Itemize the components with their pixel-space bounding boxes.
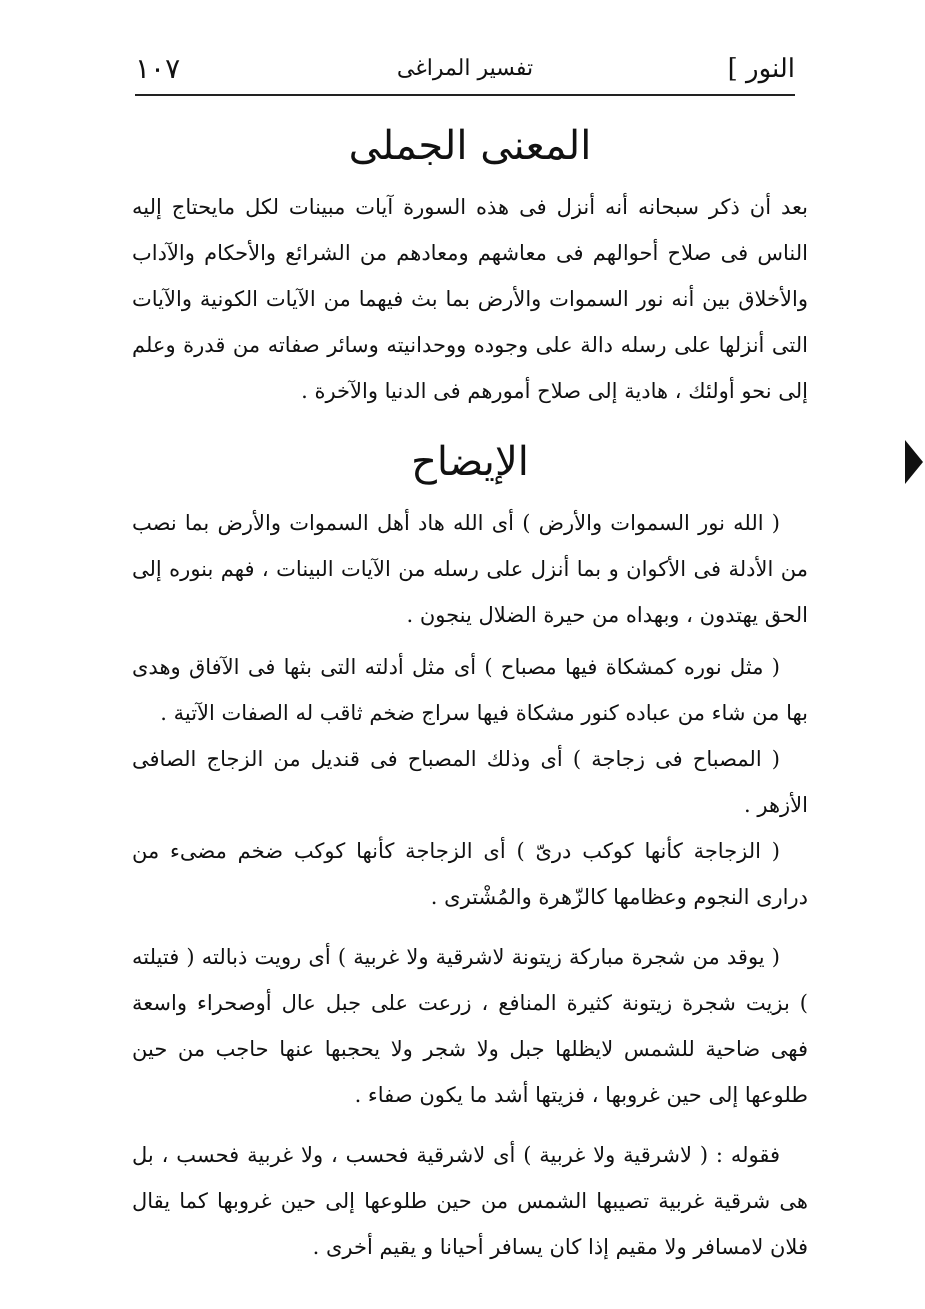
page-edge-marker — [905, 440, 923, 484]
explanation-paragraph: فقوله : ( لاشرقية ولا غربية ) أى لاشرقية فحسب ، ولا غربية فحسب ، بل هى شرقية غربية تصيبها الشمس من حين طلوعها إلى حين غروبها كما يقال فلان لامسافر ولا مقيم إذا كان يسافر أحيانا و يقيم أخرى . — [132, 1143, 808, 1259]
book-title: تفسير المراغى — [396, 56, 534, 81]
general-meaning-paragraph: بعد أن ذكر سبحانه أنه أنزل فى هذه السورة آيات مبينات لكل مايحتاج إليه الناس فى صلاح أحوالهم فى معاشهم ومعادهم من الشرائع والأحكام والآداب والأخلاق بين أنه نور السموات والأرض بما بث فيهما من الآيات الكونية والآيات التى أنزلها على رسله دالة على وجوده ووحدانيته وسائر صفاته من قدرة وعلم إلى نحو أولئك ، هادية إلى صلاح أمورهم فى الدنيا والآخرة . — [132, 195, 808, 403]
explanation-paragraph: ( المصباح فى زجاجة ) أى وذلك المصباح فى قنديل من الزجاج الصافى الأزهر . — [132, 747, 808, 817]
explanation-paragraph: ( الله نور السموات والأرض ) أى الله هاد أهل السموات والأرض بما نصب من الأدلة فى الأكوان و بما أنزل على رسله من الآيات البينات ، فهم بنوره إلى الحق يهتدون ، وبهداه من حيرة الضلال ينجون . — [132, 511, 808, 627]
explanation-paragraph: ( الزجاجة كأنها كوكب درىّ ) أى الزجاجة كأنها كوكب ضخم مضىء من درارى النجوم وعظامها كالزّهرة والمُشْترى . — [132, 839, 808, 909]
surah-name: النور ] — [727, 54, 795, 84]
page-number: ١٠٧ — [135, 52, 181, 85]
explanation-paragraph: ( مثل نوره كمشكاة فيها مصباح ) أى مثل أدلته التى بثها فى الآفاق وهدى بها من شاء من عباده كنور مشكاة فيها سراج ضخم ثاقب له الصفات الآتية . — [132, 655, 808, 725]
heading-explanation: الإيضاح — [411, 439, 529, 485]
header-divider — [135, 94, 795, 96]
heading-general-meaning: المعنى الجملى — [348, 123, 592, 169]
page-content — [132, 112, 808, 1270]
explanation-paragraph: ( يوقد من شجرة مباركة زيتونة لاشرقية ولا غربية ) أى رويت ذبالته ( فتيلته ) بزيت شجرة زيتونة كثيرة المنافع ، زرعت على جبل عال أوصحراء واسعة فهى ضاحية للشمس لايظلها جبل ولا شجر ولا يحجبها عنها حاجب من حين طلوعها إلى حين غروبها ، فزيتها أشد ما يكون صفاء . — [132, 945, 808, 1107]
running-header — [135, 52, 795, 94]
